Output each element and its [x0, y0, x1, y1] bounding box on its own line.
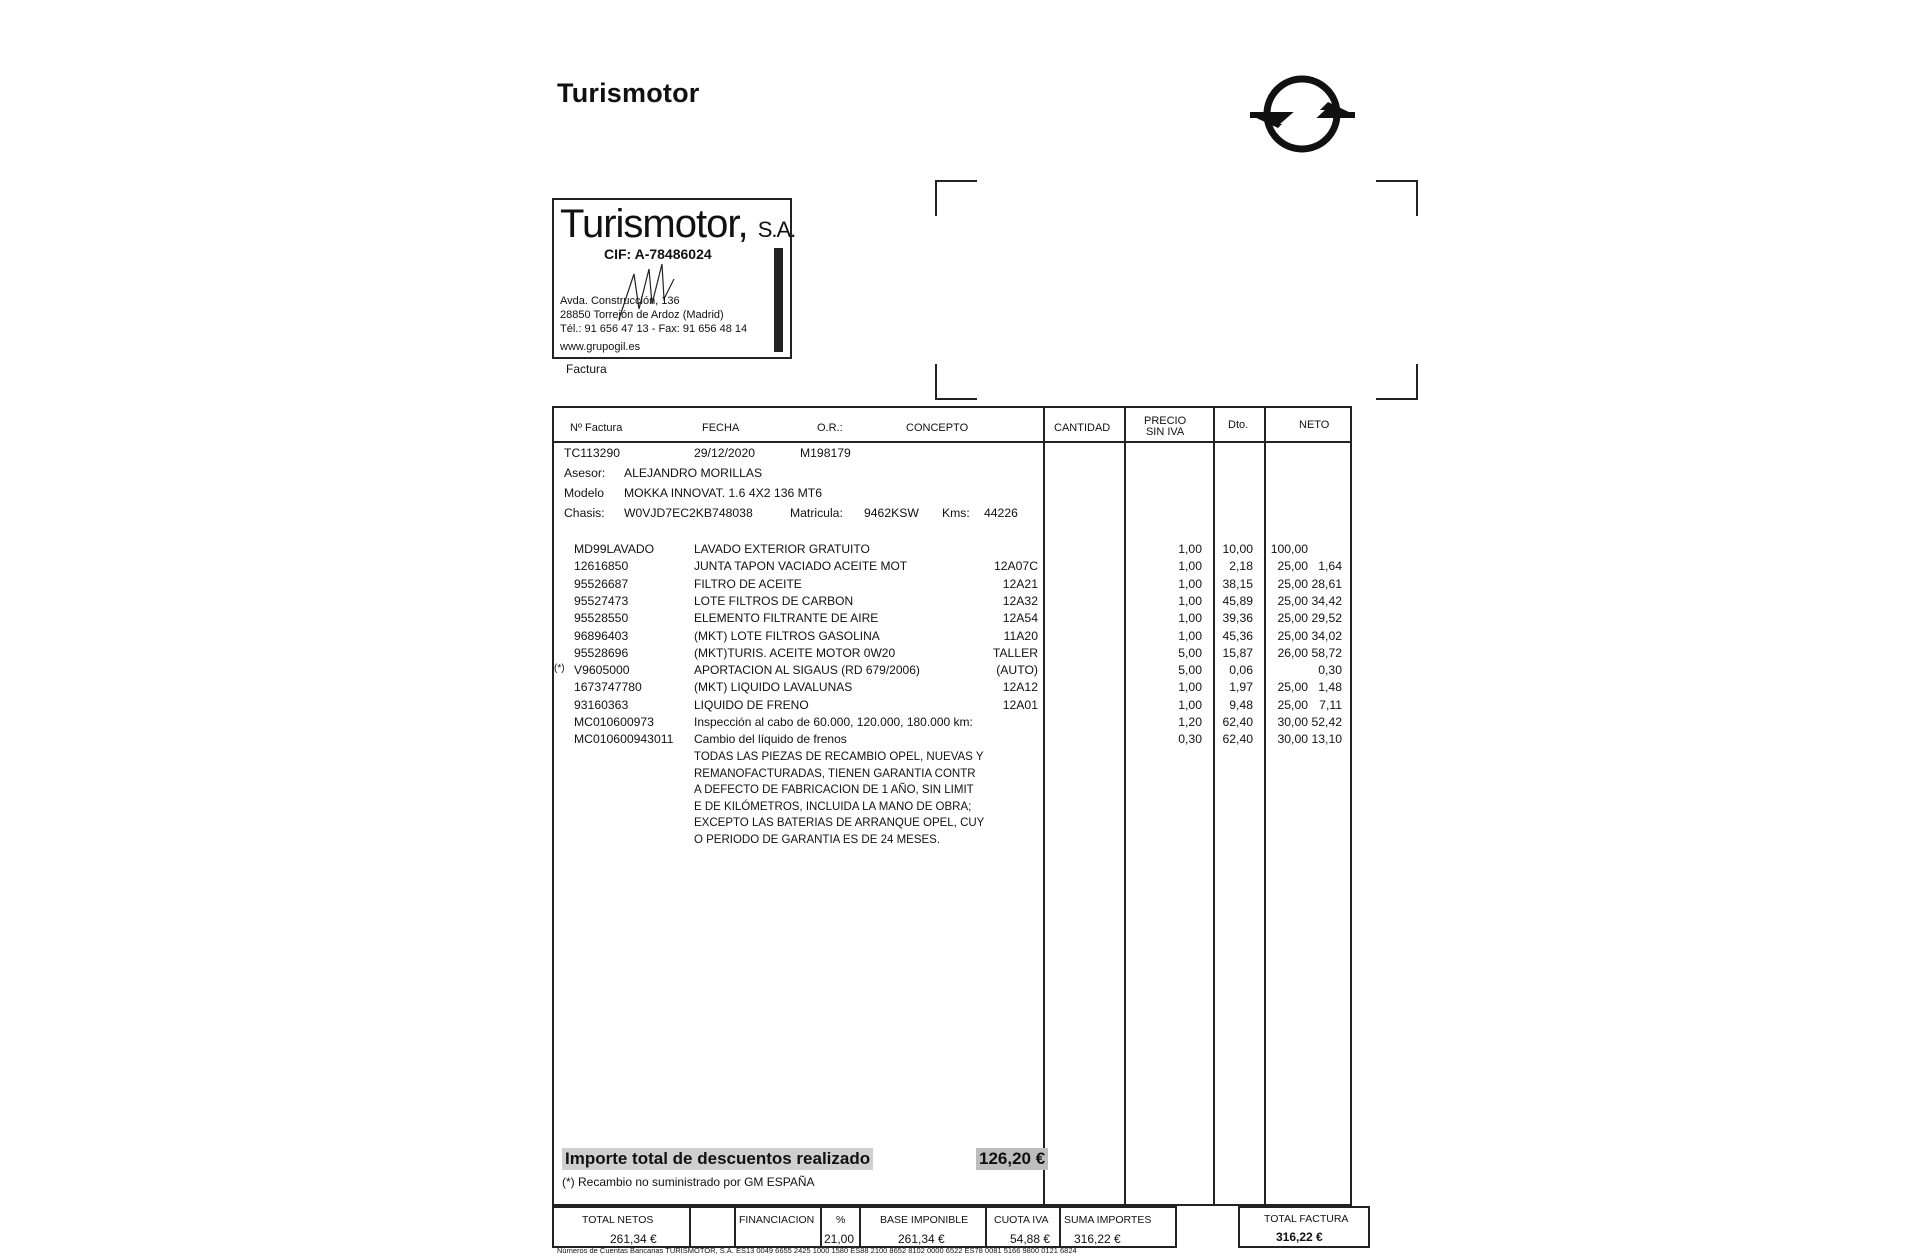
address-corner-bl	[935, 364, 977, 400]
line-qty: 1,20	[1178, 715, 1202, 729]
line-dto: 25,00	[1277, 680, 1308, 695]
warranty-line: A DEFECTO DE FABRICACION DE 1 AÑO, SIN LIMIT	[694, 784, 974, 796]
line-qty: 1,00	[1178, 628, 1202, 643]
line-price: 45,36	[1222, 628, 1253, 643]
line-net: 7,11	[1319, 697, 1342, 712]
line-ref: 12A32	[1002, 593, 1038, 608]
line-dto: 26,00	[1277, 645, 1308, 660]
line-ref: TALLER	[992, 645, 1038, 660]
line-price: 38,15	[1222, 576, 1253, 591]
th-price: PRECIO SIN IVA	[1144, 415, 1187, 438]
line-code: 95528550	[574, 611, 629, 626]
line-net: 13,10	[1311, 732, 1342, 747]
th-or: O.R.:	[817, 422, 843, 434]
line-mark: (*)	[554, 663, 565, 675]
line-net: 28,61	[1311, 576, 1342, 591]
pct-label: %	[836, 1214, 846, 1226]
discount-total-value: 126,20 €	[976, 1148, 1048, 1170]
total-factura-label: TOTAL FACTURA	[1264, 1213, 1349, 1225]
base-value: 261,34 €	[898, 1232, 945, 1246]
th-discount: Dto.	[1228, 419, 1249, 431]
company-stamp	[552, 198, 796, 359]
model-value: MOKKA INNOVAT. 1.6 4X2 136 MT6	[624, 486, 823, 500]
line-price: 62,40	[1222, 715, 1253, 729]
plate-label: Matricula:	[790, 506, 843, 520]
warranty-line: O PERIODO DE GARANTIA ES DE 24 MESES.	[694, 833, 941, 846]
line-price: 45,89	[1222, 593, 1253, 608]
line-code: MD99LAVADO	[574, 542, 655, 556]
warranty-line: REMANOFACTURADAS, TIENEN GARANTIA CONTR	[694, 767, 976, 780]
stamp-gg-mark-icon	[774, 248, 783, 352]
col-divider-dto	[1264, 408, 1266, 1204]
plate-value: 9462KSW	[864, 506, 919, 520]
line-concept: APORTACION AL SIGAUS (RD 679/2006)	[694, 663, 920, 678]
line-dto: 25,00	[1277, 611, 1308, 626]
bank-accounts: Números de Cuentas Bancarias TURISMOTOR, S.A. ES13 0049 6655 2425 1000 1580 ES88 2100 8652 8102 0000 6522 ES78 0081 5166 9800 0121 6824	[557, 1246, 1077, 1255]
line-qty: 1,00	[1178, 576, 1202, 591]
suma-label: SUMA IMPORTES	[1064, 1214, 1152, 1226]
line-price: 2,18	[1229, 559, 1253, 574]
line-net: 58,72	[1311, 645, 1342, 660]
th-net: NETO	[1299, 419, 1330, 431]
address-corner-br	[1376, 364, 1418, 400]
line-net: 1,48	[1318, 680, 1342, 695]
line-qty: 5,00	[1178, 645, 1202, 660]
total-factura-value: 316,22 €	[1276, 1230, 1323, 1244]
opel-logo-icon	[1250, 72, 1355, 157]
stamp-address-2: 28850 Torrejón de Ardoz (Madrid)	[560, 309, 724, 321]
col-divider-qty	[1124, 408, 1126, 1204]
line-concept: Inspección al cabo de 60.000, 120.000, 180.000 km:	[694, 715, 973, 729]
line-qty: 1,00	[1178, 680, 1202, 695]
line-concept: JUNTA TAPON VACIADO ACEITE MOT	[694, 559, 908, 574]
line-concept: Cambio del líquido de frenos	[694, 732, 847, 747]
warranty-line: E DE KILÓMETROS, INCLUIDA LA MANO DE OBRA;	[694, 800, 972, 813]
line-net: 0,30	[1318, 663, 1342, 678]
stamp-cif: CIF: A-78486024	[604, 246, 712, 262]
line-concept: (MKT) LIQUIDO LAVALUNAS	[694, 680, 853, 695]
th-qty: CANTIDAD	[1054, 422, 1111, 434]
total-factura-box	[1238, 1206, 1370, 1248]
line-code: 12616850	[574, 559, 629, 574]
line-price: 39,36	[1222, 611, 1253, 626]
line-dto: 25,00	[1277, 628, 1308, 643]
chassis-value: W0VJD7EC2KB748038	[624, 506, 753, 520]
th-date: FECHA	[702, 422, 740, 434]
line-code: 93160363	[574, 697, 629, 712]
line-code: MC010600973	[574, 715, 654, 729]
line-code: 96896403	[574, 628, 629, 643]
chassis-label: Chasis:	[564, 506, 605, 520]
address-corner-tr	[1376, 180, 1418, 216]
line-code: 95527473	[574, 593, 629, 608]
line-qty: 1,00	[1178, 697, 1202, 712]
invoice-table	[552, 406, 1352, 1206]
model-label: Modelo	[564, 486, 604, 500]
line-concept: ELEMENTO FILTRANTE DE AIRE	[694, 611, 879, 626]
cuota-value: 54,88 €	[1010, 1232, 1051, 1246]
line-dto: 30,00	[1277, 715, 1308, 729]
address-corner-tl	[935, 180, 977, 216]
advisor-name: ALEJANDRO MORILLAS	[624, 466, 763, 480]
total-netos-value: 261,34 €	[610, 1232, 657, 1246]
line-net: 1,64	[1318, 559, 1342, 574]
line-price: 15,87	[1222, 645, 1253, 660]
line-concept: LAVADO EXTERIOR GRATUITO	[694, 542, 870, 556]
line-concept: LIQUIDO DE FRENO	[694, 697, 809, 712]
line-net: 34,02	[1311, 628, 1342, 643]
line-price: 10,00	[1222, 542, 1253, 556]
line-qty: 1,00	[1178, 611, 1202, 626]
document-type: Factura	[566, 362, 607, 376]
line-concept: FILTRO DE ACEITE	[694, 576, 802, 591]
line-price: 9,48	[1229, 697, 1253, 712]
line-ref: 12A21	[1002, 576, 1038, 591]
col-divider-concept	[1043, 408, 1045, 1204]
base-label: BASE IMPONIBLE	[880, 1214, 969, 1226]
invoice-date: 29/12/2020	[694, 446, 755, 460]
line-ref: 12A54	[1002, 611, 1038, 626]
totals-box	[552, 1206, 1177, 1248]
company-brand: Turismotor	[557, 78, 700, 108]
total-netos-label: TOTAL NETOS	[582, 1214, 654, 1226]
pct-value: 21,00	[824, 1232, 855, 1246]
kms-label: Kms:	[942, 506, 970, 520]
line-qty: 1,00	[1178, 593, 1202, 608]
advisor-label: Asesor:	[564, 466, 606, 480]
warranty-line: EXCEPTO LAS BATERIAS DE ARRANQUE OPEL, CUY	[694, 817, 985, 829]
th-invoice-no: Nº Factura	[570, 422, 623, 434]
suma-value: 316,22 €	[1074, 1232, 1121, 1246]
line-qty: 0,30	[1178, 732, 1202, 747]
line-code: 95526687	[574, 576, 629, 591]
stamp-phone: Tél.: 91 656 47 13 - Fax: 91 656 48 14	[560, 323, 748, 335]
line-dto: 25,00	[1277, 559, 1308, 574]
line-net: 34,42	[1311, 593, 1342, 608]
line-code: V9605000	[574, 663, 630, 678]
line-concept: (MKT) LOTE FILTROS GASOLINA	[694, 628, 880, 643]
line-code: 95528696	[574, 645, 629, 660]
financiacion-label: FINANCIACION	[739, 1214, 815, 1226]
line-ref: 12A01	[1002, 697, 1038, 712]
line-qty: 1,00	[1178, 542, 1202, 556]
stamp-address-1: Avda. Construcción, 136	[560, 295, 680, 307]
cuota-label: CUOTA IVA	[994, 1214, 1049, 1226]
line-ref: 12A07C	[993, 559, 1038, 574]
line-net: 29,52	[1311, 611, 1342, 626]
kms-value: 44226	[984, 506, 1018, 520]
line-dto: 100,00	[1270, 542, 1308, 556]
line-price: 1,97	[1229, 680, 1253, 695]
line-qty: 1,00	[1178, 559, 1202, 574]
invoice-or: M198179	[800, 446, 851, 460]
line-concept: (MKT)TURIS. ACEITE MOTOR 0W20	[694, 645, 896, 660]
line-ref: 12A12	[1002, 680, 1038, 695]
line-dto: 25,00	[1277, 593, 1308, 608]
line-price: 62,40	[1222, 732, 1253, 747]
warranty-line: TODAS LAS PIEZAS DE RECAMBIO OPEL, NUEVAS Y	[694, 751, 984, 763]
stamp-company-name: Turismotor, S.A.	[560, 202, 796, 246]
header-divider	[554, 441, 1350, 443]
invoice-number: TC113290	[564, 446, 621, 460]
line-concept: LOTE FILTROS DE CARBON	[694, 593, 854, 608]
line-code: 1673747780	[574, 680, 642, 695]
line-net: 52,42	[1311, 715, 1342, 729]
th-concept: CONCEPTO	[906, 422, 969, 434]
line-code: MC010600943011	[574, 732, 674, 747]
line-ref: (AUTO)	[996, 663, 1038, 678]
line-ref: 11A20	[1003, 628, 1038, 643]
line-dto: 25,00	[1277, 576, 1308, 591]
col-divider-price	[1213, 408, 1215, 1204]
line-qty: 5,00	[1178, 663, 1202, 678]
discount-total-label: Importe total de descuentos realizado	[562, 1148, 873, 1170]
footnote: (*) Recambio no suministrado por GM ESPAÑA	[562, 1175, 815, 1189]
line-dto: 25,00	[1277, 697, 1308, 712]
line-price: 0,06	[1229, 663, 1253, 678]
stamp-web: www.grupogil.es	[560, 341, 641, 353]
line-dto: 30,00	[1277, 732, 1308, 747]
